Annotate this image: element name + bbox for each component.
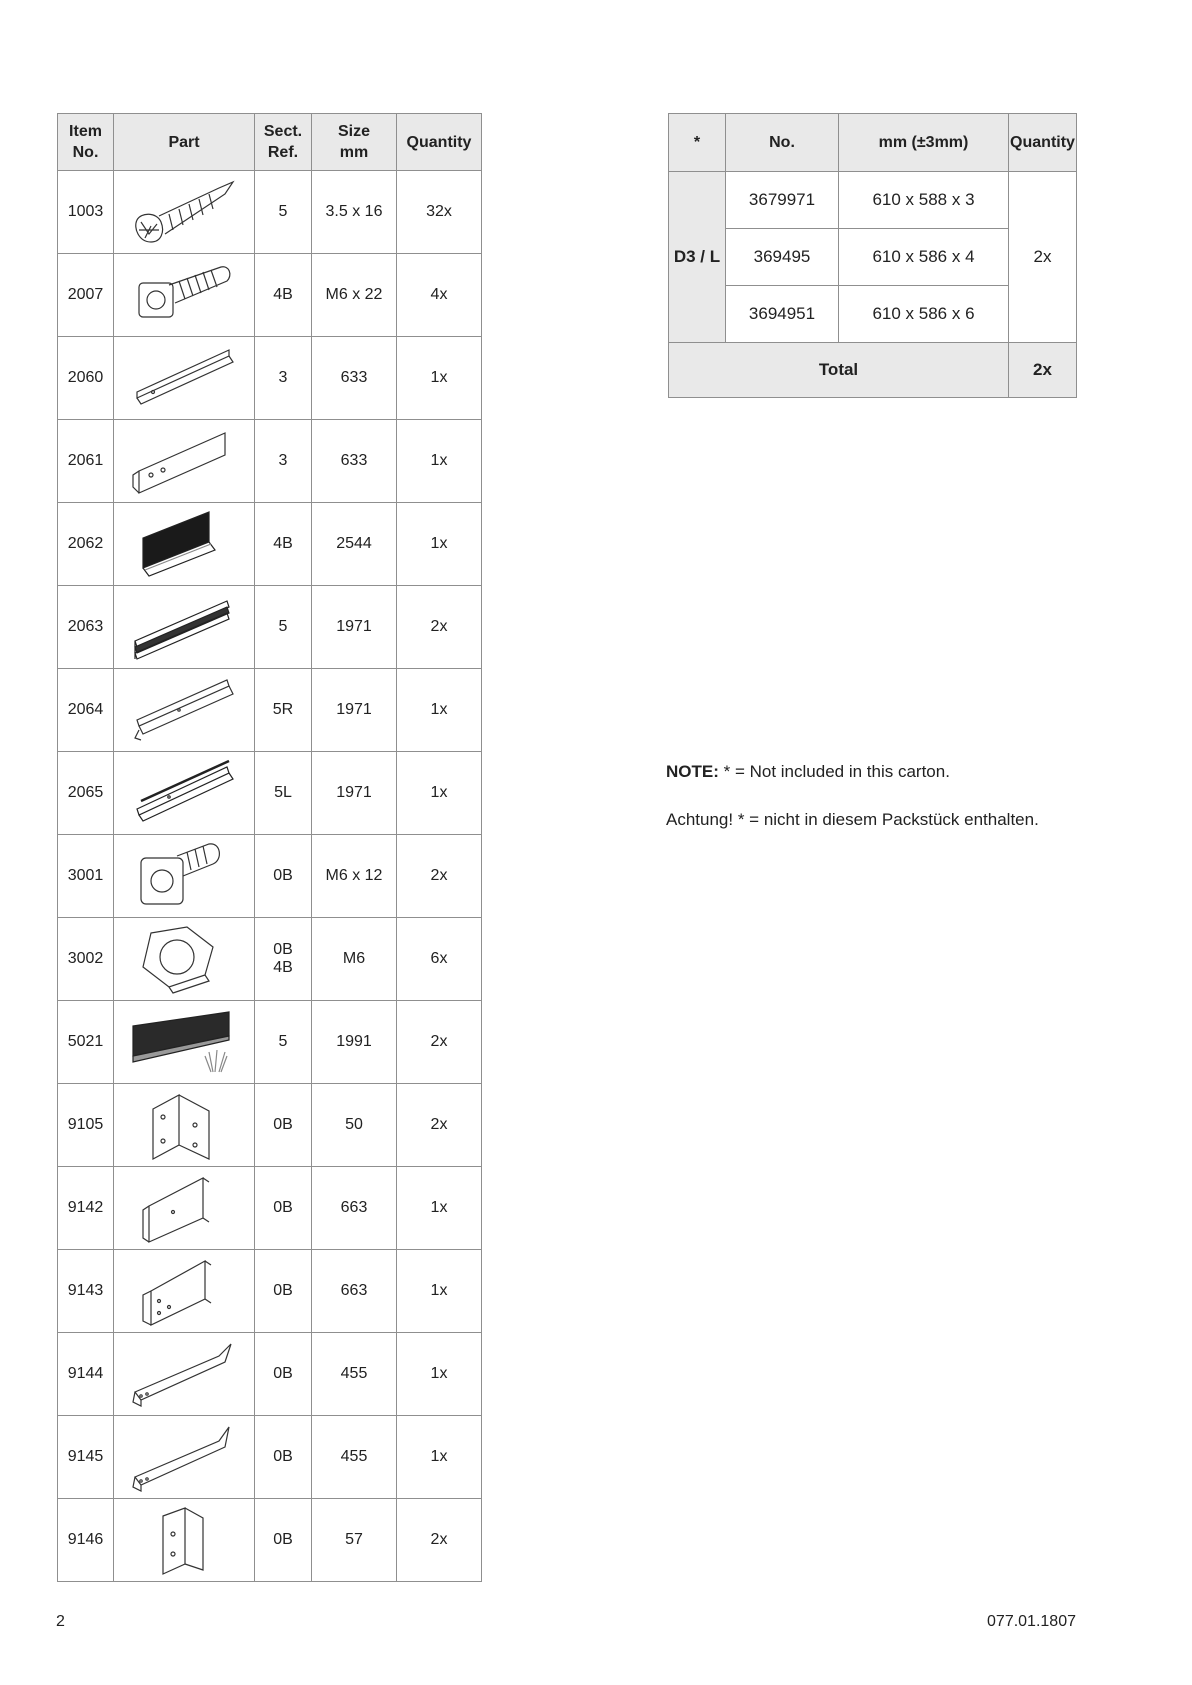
part-image [114,669,255,752]
sect-ref: 5R [255,669,312,752]
sect-ref: 5 [255,1001,312,1084]
table-row [58,835,482,918]
table-row [58,1499,482,1582]
size: 633 [312,420,397,503]
header-item-no: Item No. [58,114,114,171]
total-quantity: 2x [1009,343,1077,398]
item-no: 2065 [58,752,114,835]
glass-no: 3679971 [726,172,839,229]
channel-profile-holes-icon [129,1255,239,1327]
table-row [58,254,482,337]
table-row [58,171,482,254]
item-no: 3002 [58,918,114,1001]
header-mm: mm (±3mm) [839,114,1009,172]
item-no: 9146 [58,1499,114,1582]
size: 3.5 x 16 [312,171,397,254]
size: 455 [312,1333,397,1416]
table-row [58,337,482,420]
part-image [114,586,255,669]
glass-no: 3694951 [726,286,839,343]
document-code: 077.01.1807 [987,1613,1076,1630]
part-image [114,1167,255,1250]
glass-no: 369495 [726,229,839,286]
table-row [669,172,1077,229]
angle-bracket-icon [129,1089,239,1161]
table-row [58,1167,482,1250]
note-label: NOTE: [666,762,719,781]
table-row [58,752,482,835]
quantity: 1x [397,752,482,835]
size: M6 x 12 [312,835,397,918]
size: 1971 [312,586,397,669]
size: 2544 [312,503,397,586]
item-no: 2064 [58,669,114,752]
channel-profile-icon [129,1172,239,1244]
part-image [114,835,255,918]
part-image [114,918,255,1001]
rail-right-icon [129,674,239,746]
size: 1971 [312,752,397,835]
small-angle-bracket-icon [129,1504,239,1576]
glass-size: 610 x 588 x 3 [839,172,1009,229]
sect-ref: 5 [255,171,312,254]
quantity: 2x [397,1001,482,1084]
quantity: 1x [397,1333,482,1416]
size: 57 [312,1499,397,1582]
square-head-bolt-icon [129,259,239,331]
size: 455 [312,1416,397,1499]
quantity: 2x [397,835,482,918]
total-label: Total [669,343,1009,398]
sect-ref: 3 [255,420,312,503]
item-no: 9144 [58,1333,114,1416]
table-row [58,1001,482,1084]
quantity: 6x [397,918,482,1001]
part-image [114,1084,255,1167]
quantity: 1x [397,337,482,420]
header-no: No. [726,114,839,172]
quantity: 2x [397,1499,482,1582]
note-english [666,762,950,782]
part-image [114,337,255,420]
short-bolt-icon [129,840,239,912]
table-row [58,918,482,1001]
table-row [58,1250,482,1333]
sect-ref: 0B [255,1250,312,1333]
group-label: D3 / L [669,172,726,343]
item-no: 9143 [58,1250,114,1333]
item-no: 2061 [58,420,114,503]
quantity: 4x [397,254,482,337]
item-no: 3001 [58,835,114,918]
table-row [58,503,482,586]
header-part: Part [114,114,255,171]
sect-ref: 4B [255,254,312,337]
part-image [114,503,255,586]
part-image [114,1416,255,1499]
size: M6 [312,918,397,1001]
group-quantity: 2x [1009,172,1077,343]
sect-ref: 0B [255,1084,312,1167]
note-text: * = Not included in this carton. [718,762,950,781]
part-image [114,1250,255,1333]
rail-left-icon [129,757,239,829]
part-image [114,171,255,254]
quantity: 2x [397,1084,482,1167]
item-no: 9105 [58,1084,114,1167]
table-row [58,1416,482,1499]
part-image [114,1001,255,1084]
note-german: Achtung! * = nicht in diesem Packstück enthalten. [666,810,1039,829]
header-quantity: Quantity [1009,114,1077,172]
part-image [114,752,255,835]
quantity: 1x [397,1416,482,1499]
sect-ref: 4B [255,503,312,586]
quantity: 1x [397,1250,482,1333]
angle-strip-icon [129,425,239,497]
size: 1971 [312,669,397,752]
item-no: 5021 [58,1001,114,1084]
profile-strip-icon [129,342,239,414]
glass-size: 610 x 586 x 4 [839,229,1009,286]
item-no: 2060 [58,337,114,420]
glass-size: 610 x 586 x 6 [839,286,1009,343]
sect-ref: 0B [255,1167,312,1250]
size: 1991 [312,1001,397,1084]
table-row [58,669,482,752]
sect-ref: 0B [255,1499,312,1582]
header-size: Size mm [312,114,397,171]
double-rail-icon [129,591,239,663]
quantity: 1x [397,420,482,503]
quantity: 2x [397,586,482,669]
size: M6 x 22 [312,254,397,337]
parts-table [57,113,482,1582]
glass-table [668,113,1077,398]
table-row [58,1084,482,1167]
sect-ref: 5L [255,752,312,835]
sect-ref: 0B [255,835,312,918]
brush-seal-icon [129,508,239,580]
table-row [58,586,482,669]
brush-strip-icon [129,1006,239,1078]
size: 663 [312,1167,397,1250]
sect-ref: 0B [255,1416,312,1499]
item-no: 2063 [58,586,114,669]
page-number: 2 [56,1613,65,1630]
glass-header-row [669,114,1077,172]
hex-nut-icon [129,923,239,995]
sect-ref: 3 [255,337,312,420]
table-row [58,1333,482,1416]
long-angle-icon [129,1338,239,1410]
spiked-screw-icon [129,176,239,248]
quantity: 1x [397,1167,482,1250]
item-no: 2007 [58,254,114,337]
size: 633 [312,337,397,420]
part-image [114,254,255,337]
quantity: 1x [397,669,482,752]
item-no: 2062 [58,503,114,586]
sect-ref: 0B [255,1333,312,1416]
header-quantity: Quantity [397,114,482,171]
header-star: * [669,114,726,172]
item-no: 9145 [58,1416,114,1499]
table-row [58,420,482,503]
total-row [669,343,1077,398]
sect-ref: 0B 4B [255,918,312,1001]
size: 663 [312,1250,397,1333]
long-angle-icon-2 [129,1421,239,1493]
quantity: 1x [397,503,482,586]
part-image [114,1333,255,1416]
size: 50 [312,1084,397,1167]
item-no: 1003 [58,171,114,254]
parts-header-row [58,114,482,171]
header-sect-ref: Sect. Ref. [255,114,312,171]
part-image [114,1499,255,1582]
part-image [114,420,255,503]
sect-ref: 5 [255,586,312,669]
quantity: 32x [397,171,482,254]
item-no: 9142 [58,1167,114,1250]
